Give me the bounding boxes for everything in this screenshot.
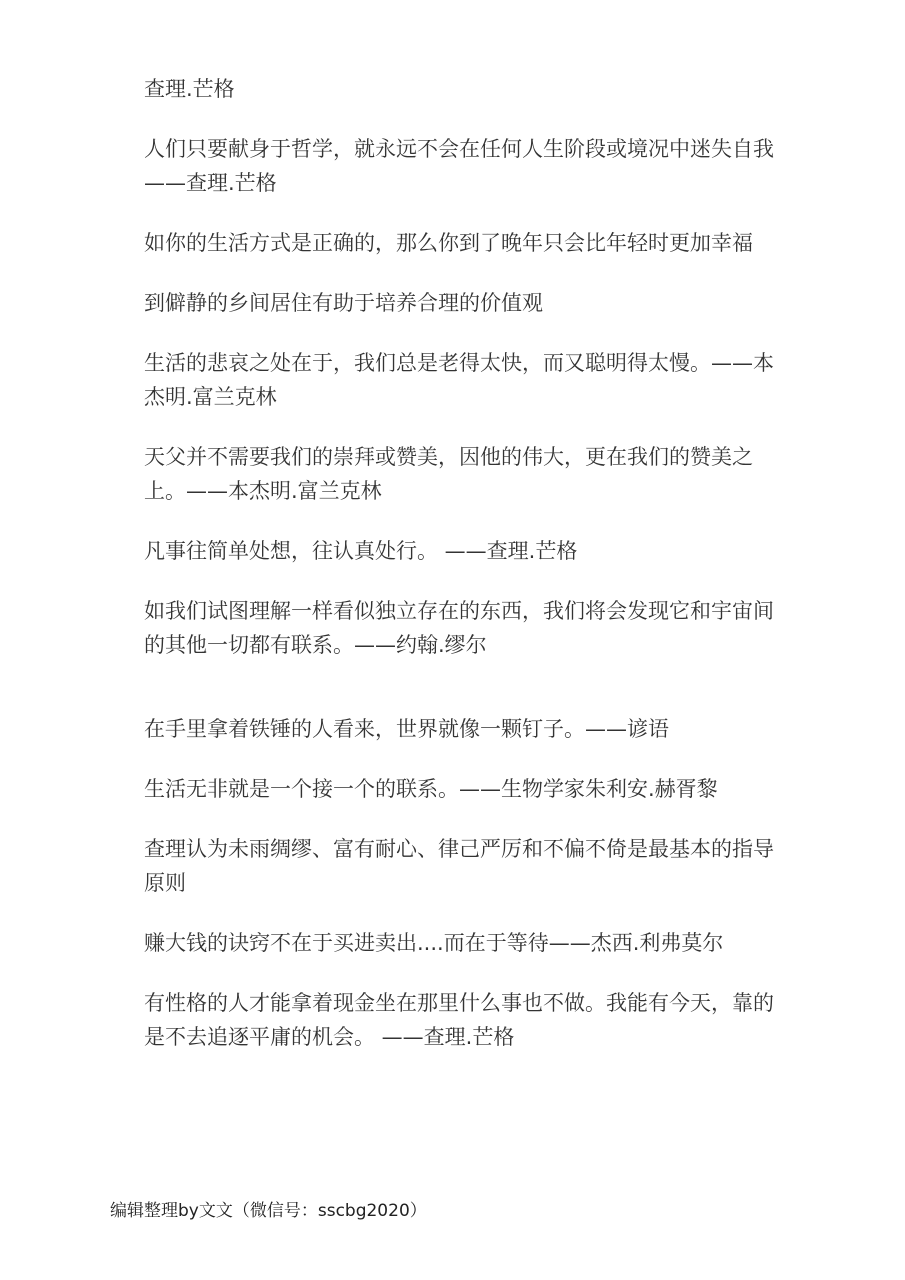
quote-heading: 查理.芒格 — [144, 77, 235, 101]
quote-item: 凡事往简单处想，往认真处行。 ——查理.芒格 — [144, 539, 578, 563]
quote-item: 有性格的人才能拿着现金坐在那里什么事也不做。我能有今天，靠的是不去追逐平庸的机会。 ——查理.芒格 — [144, 991, 774, 1049]
quote-item: 生活的悲哀之处在于，我们总是老得太快，而又聪明得太慢。——本杰明.富兰克林 — [144, 351, 774, 409]
quote-list — [144, 72, 784, 1080]
quote-item: 天父并不需要我们的崇拜或赞美，因他的伟大，更在我们的赞美之上。——本杰明.富兰克林 — [144, 445, 753, 503]
quote-item: 赚大钱的诀窍不在于买进卖出....而在于等待——杰西.利弗莫尔 — [144, 931, 724, 955]
quote-item: 如你的生活方式是正确的，那么你到了晚年只会比年轻时更加幸福 — [144, 231, 753, 255]
footer-credit: 编辑整理by文文（微信号：sscbg2020） — [110, 1201, 427, 1221]
quote-item: 如我们试图理解一样看似独立存在的东西，我们将会发现它和宇宙间的其他一切都有联系。——约翰.缪尔 — [144, 599, 774, 657]
quote-item: 在手里拿着铁锤的人看来，世界就像一颗钉子。——谚语 — [144, 717, 669, 741]
quote-item: 到僻静的乡间居住有助于培养合理的价值观 — [144, 291, 543, 315]
quote-item: 查理认为未雨绸缪、富有耐心、律己严厉和不偏不倚是最基本的指导原则 — [144, 837, 774, 895]
quote-item: 人们只要献身于哲学，就永远不会在任何人生阶段或境况中迷失自我 ——查理.芒格 — [144, 137, 774, 195]
quote-item: 生活无非就是一个接一个的联系。——生物学家朱利安.赫胥黎 — [144, 777, 718, 801]
